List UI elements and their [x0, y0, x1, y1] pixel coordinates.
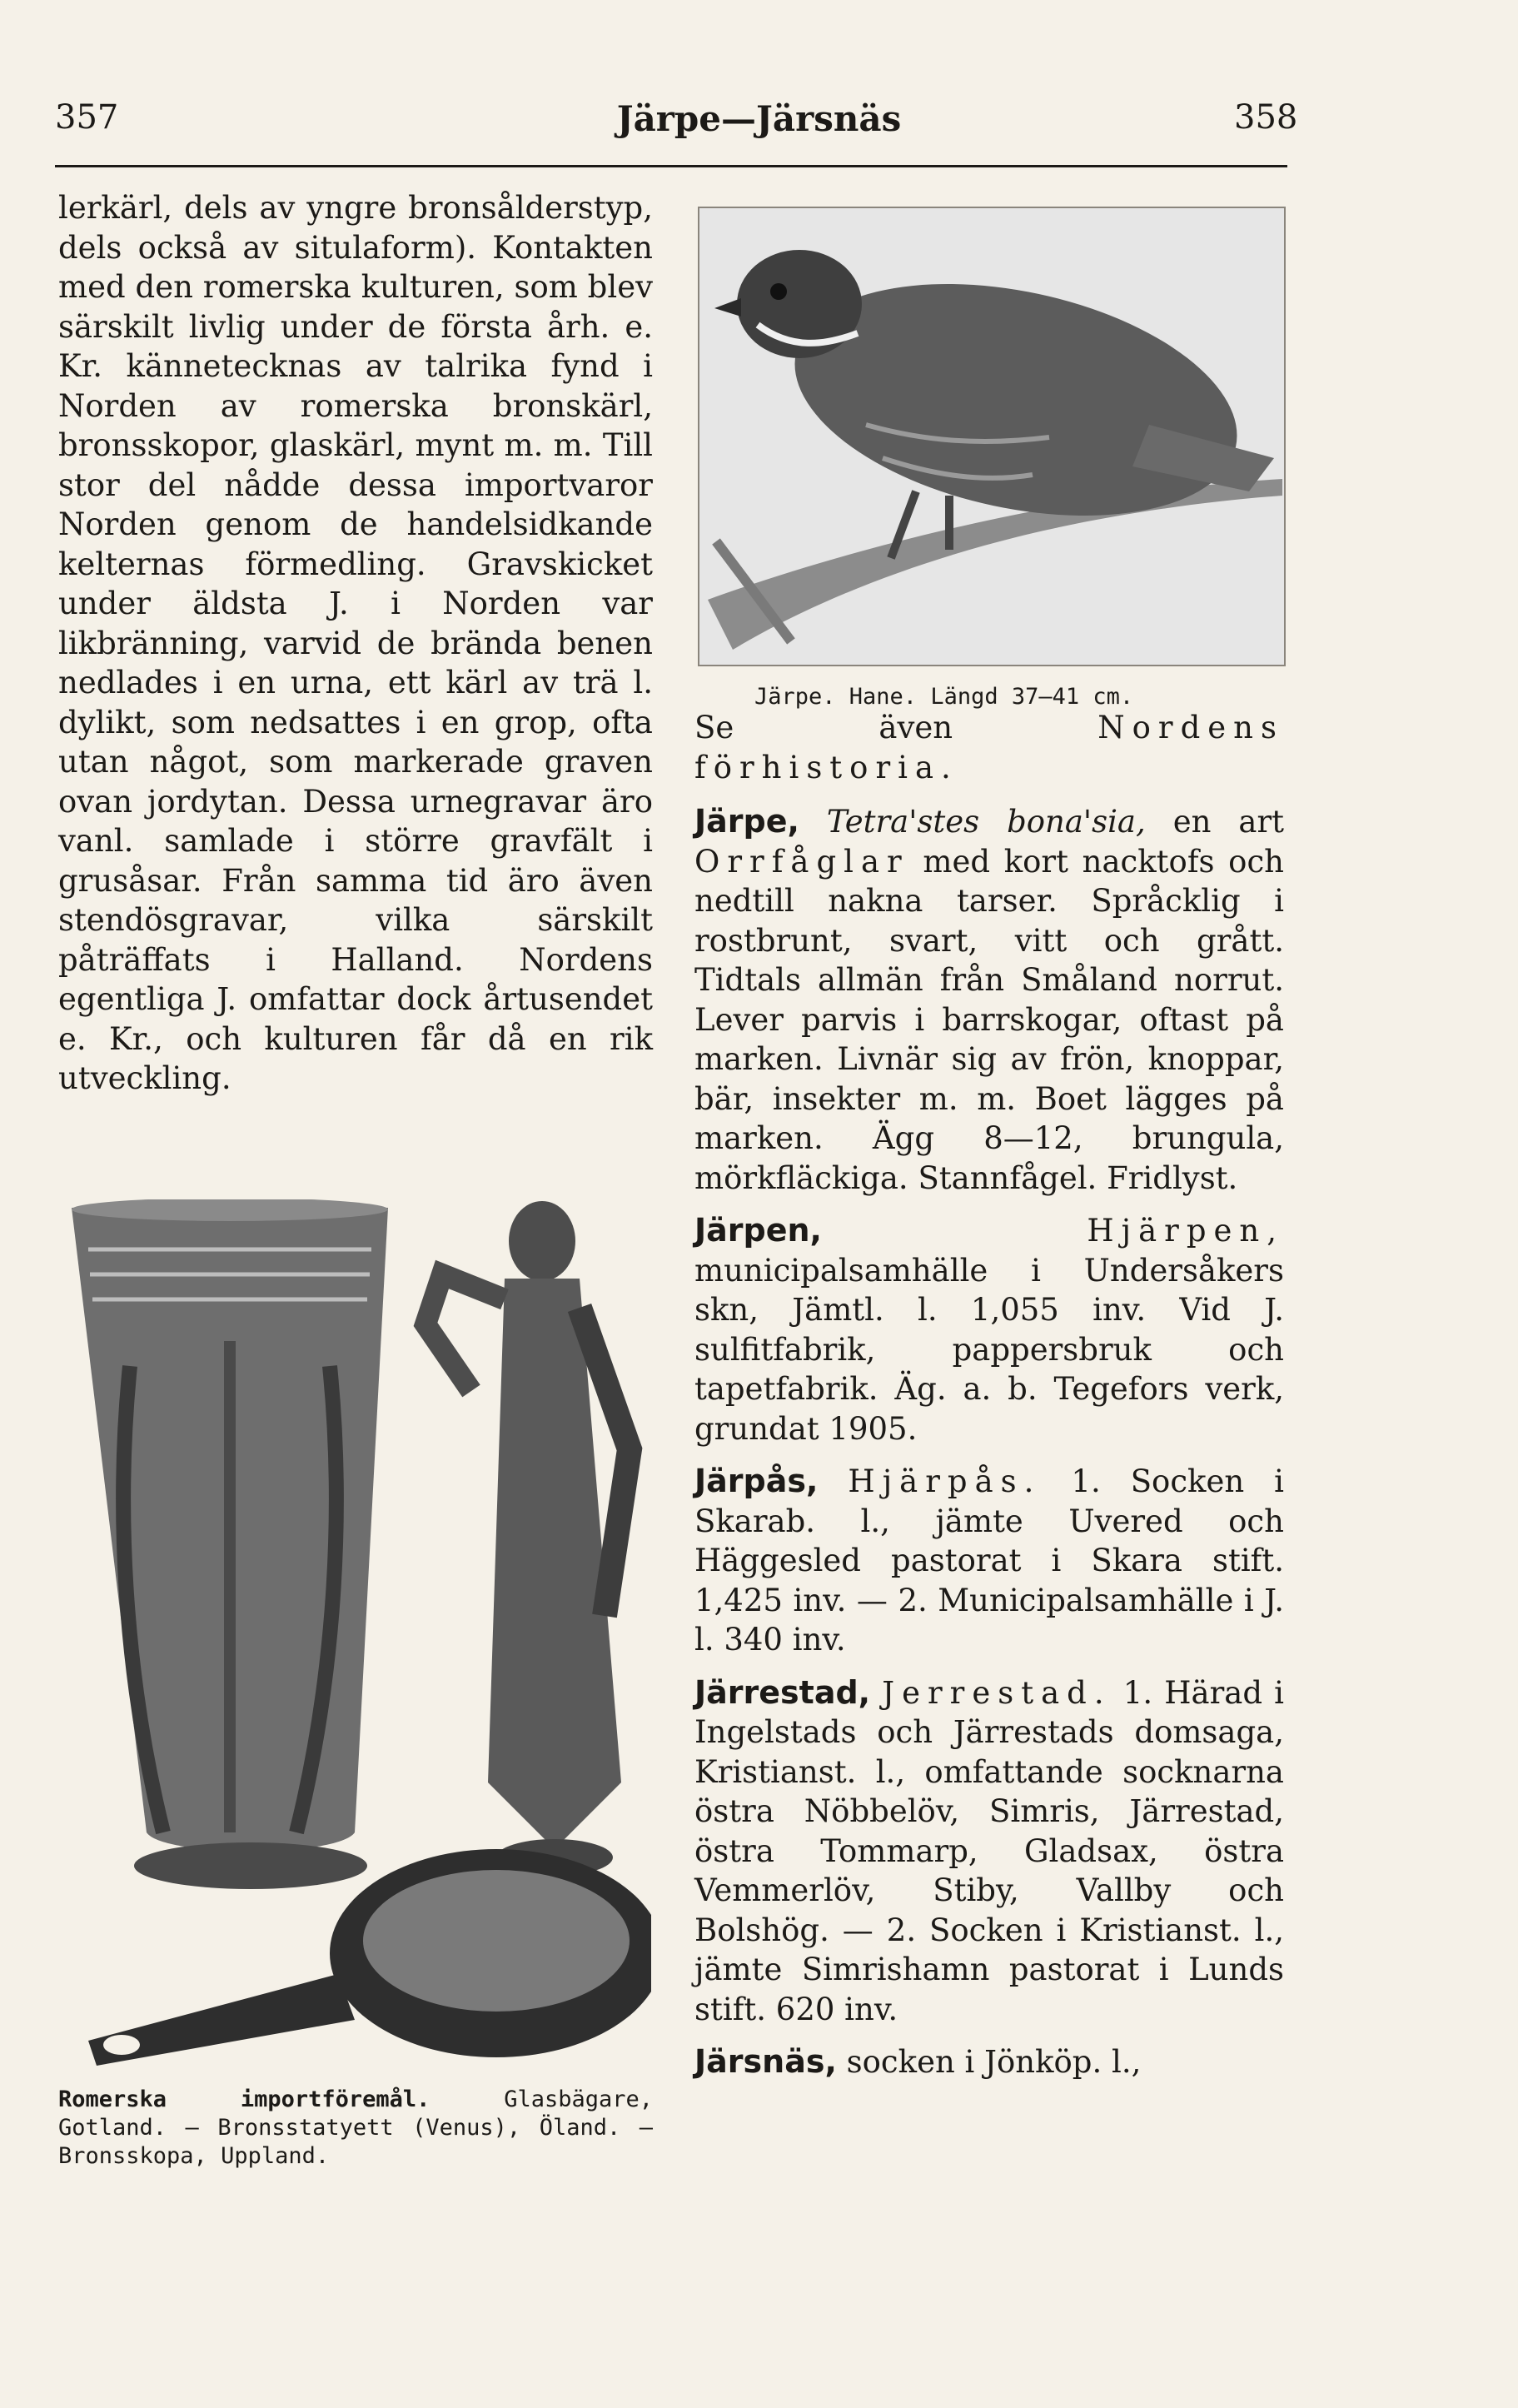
- entry-text: med kort nacktofs och nedtill nakna tarser. Språcklig i rostbrunt, svart, vitt och grått. Tidtals allmän från Småland norrut. Lever parvis i barrskogar, oftast på marken. Livnär sig av frön, knoppar, bär, insekter m. m. Boet lägges på marken. Ägg 8—12, brungula, mörkfläckiga. Stannfågel. Fridlyst.: [694, 843, 1285, 1196]
- entry-jarrestad: [694, 1673, 1284, 2030]
- entry-text: 1. Socken i Skarab. l., jämte Uvered och Häggesled pastorat i Skara stift. 1,425 inv. — 2. Municipalsamhälle i J. l. 340 inv.: [694, 1463, 1285, 1658]
- entry-jarpe: [694, 802, 1284, 1198]
- entry-jarsnas: [694, 2042, 1284, 2082]
- entry-text: socken i Jönköp. l.,: [846, 2044, 1142, 2080]
- objects-caption-title: Romerska importföremål.: [58, 2086, 431, 2112]
- objects-figure: [55, 1199, 651, 2074]
- page-number-right: 358: [1234, 98, 1298, 137]
- see-also-line: [694, 708, 1284, 787]
- see-also-ref: Nordens förhistoria.: [694, 710, 1284, 785]
- objects-caption-text: Glasbägare, Gotland. — Bronsstatyett (Venus), Öland. — Bronsskopa, Uppland.: [58, 2086, 653, 2169]
- objects-caption: [58, 2086, 653, 2171]
- left-column-text: lerkärl, dels av yngre bronsålderstyp, dels också av situlaform). Kontakten med den romerska kulturen, som blev särskilt livlig under de första årh. e. Kr. kännetecknas av talrika fynd i Norden av romerska bronskärl, bronsskopor, glaskärl, mynt m. m. Till stor del nådde dessa importvaror Norden genom de handelsidkande kelternas förmedling. Gravskicket under äldsta J. i Norden var likbränning, varvid de brända benen nedlades i en urna, ett kärl av trä l. dylikt, som nedsattes i en grop, ofta utan något, som markerade graven ovan jordytan. Dessa urnegravar äro vanl. samlade i större gravfält i grusåsar. Från samma tid äro även stendösgravar, vilka särskilt påträffats i Halland. Nordens egentliga J. omfattar dock årtusendet e. Kr., och kulturen får då en rik utveckling.: [58, 190, 653, 1096]
- page-number-left: 357: [55, 98, 119, 137]
- header-rule: [55, 165, 1287, 167]
- left-column: [58, 188, 653, 1099]
- right-column: [694, 708, 1284, 2096]
- entry-text: en art: [1172, 804, 1284, 840]
- entry-text: municipalsamhälle i Undersåkers skn, Jämtl. l. 1,055 inv. Vid J. sulfitfabrik, pappersbruk och tapetfabrik. Äg. a. b. Tegefors verk, grundat 1905.: [694, 1252, 1284, 1447]
- alt-spelling: Jerrestad.: [882, 1674, 1112, 1711]
- entry-text: 1. Härad i Ingelstads och Järrestads domsaga, Kristianst. l., omfattande socknarna östra Nöbbelöv, Simris, Järrestad, östra Tommarp, Gladsax, östra Vemmerlöv, Stiby, Vallby och Bolshög. — 2. Socken i Kristianst. l., jämte Simrishamn pastorat i Lunds stift. 620 inv.: [694, 1674, 1284, 2027]
- roman-objects-illustration: [55, 1199, 651, 2074]
- page-heading: Järpe—Järsnäs: [616, 98, 902, 139]
- latin-name: Tetra'stes bona'sia,: [826, 804, 1146, 840]
- entry-jarpas: [694, 1462, 1284, 1660]
- alt-spelling: Hjärpen,: [1087, 1213, 1284, 1249]
- headword: Järrestad,: [694, 1673, 871, 1711]
- bird-figure: [698, 207, 1286, 666]
- alt-spelling: Hjärpås.: [848, 1463, 1042, 1499]
- headword: Järpen,: [694, 1212, 822, 1249]
- headword: Järsnäs,: [694, 2043, 837, 2080]
- headword: Järpås,: [694, 1463, 819, 1499]
- headword: Järpe,: [694, 803, 799, 840]
- entry-jarpen: [694, 1211, 1284, 1448]
- cross-ref: Orrfåglar: [694, 843, 909, 880]
- see-also-prefix: Se även: [694, 710, 953, 745]
- hazel-grouse-illustration: [699, 208, 1284, 665]
- bird-caption: Järpe. Hane. Längd 37—41 cm.: [754, 684, 1134, 710]
